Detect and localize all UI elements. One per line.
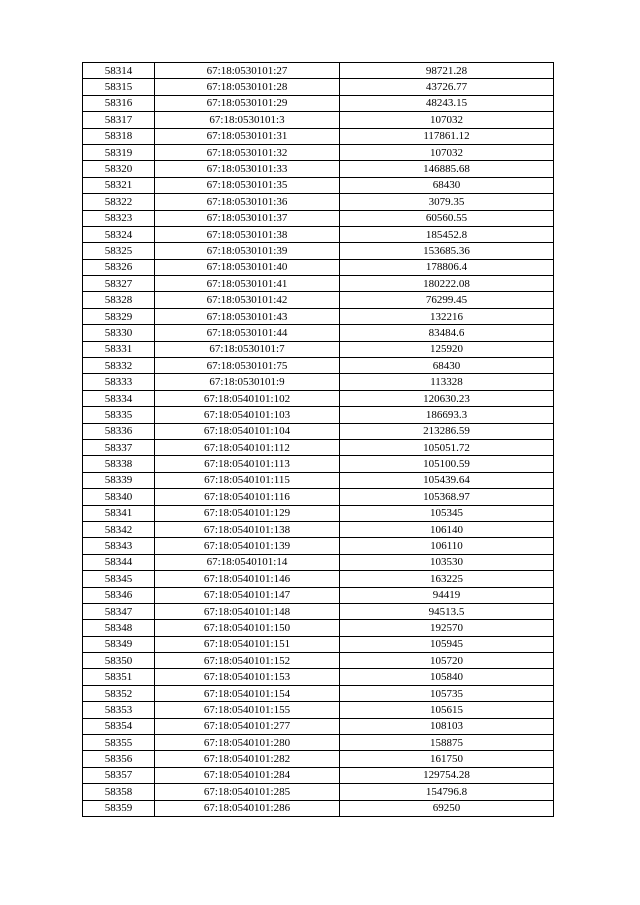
value-cell: 105945 [340,636,554,652]
cadastral-number-cell: 67:18:0540101:102 [155,390,340,406]
cadastral-number-cell: 67:18:0540101:112 [155,439,340,455]
value-cell: 105720 [340,653,554,669]
row-number-cell: 58325 [83,243,155,259]
cadastral-number-cell: 67:18:0540101:147 [155,587,340,603]
value-cell: 105735 [340,685,554,701]
row-number-cell: 58341 [83,505,155,521]
value-cell: 117861.12 [340,128,554,144]
table-row [83,226,554,242]
table-row [83,292,554,308]
row-number-cell: 58334 [83,390,155,406]
value-cell: 106110 [340,538,554,554]
table-row [83,439,554,455]
cadastral-number-cell: 67:18:0530101:43 [155,308,340,324]
table-row [83,390,554,406]
row-number-cell: 58348 [83,620,155,636]
table-row [83,194,554,210]
cadastral-number-cell: 67:18:0540101:286 [155,800,340,816]
cadastral-number-cell: 67:18:0530101:3 [155,112,340,128]
row-number-cell: 58339 [83,472,155,488]
row-number-cell: 58345 [83,571,155,587]
row-number-cell: 58336 [83,423,155,439]
row-number-cell: 58340 [83,489,155,505]
value-cell: 94419 [340,587,554,603]
value-cell: 106140 [340,521,554,537]
row-number-cell: 58359 [83,800,155,816]
cadastral-number-cell: 67:18:0540101:155 [155,702,340,718]
value-cell: 105100.59 [340,456,554,472]
row-number-cell: 58355 [83,735,155,751]
row-number-cell: 58326 [83,259,155,275]
table-row [83,112,554,128]
value-cell: 120630.23 [340,390,554,406]
cadastral-number-cell: 67:18:0540101:115 [155,472,340,488]
row-number-cell: 58337 [83,439,155,455]
table-row [83,325,554,341]
row-number-cell: 58314 [83,63,155,79]
cadastral-number-cell: 67:18:0540101:113 [155,456,340,472]
cadastral-table-container [82,62,553,817]
value-cell: 178806.4 [340,259,554,275]
table-row [83,784,554,800]
value-cell: 76299.45 [340,292,554,308]
table-row [83,456,554,472]
value-cell: 108103 [340,718,554,734]
row-number-cell: 58346 [83,587,155,603]
cadastral-number-cell: 67:18:0530101:27 [155,63,340,79]
value-cell: 98721.28 [340,63,554,79]
row-number-cell: 58323 [83,210,155,226]
cadastral-number-cell: 67:18:0540101:282 [155,751,340,767]
value-cell: 153685.36 [340,243,554,259]
table-row [83,358,554,374]
cadastral-number-cell: 67:18:0530101:37 [155,210,340,226]
cadastral-number-cell: 67:18:0540101:129 [155,505,340,521]
table-row [83,341,554,357]
value-cell: 43726.77 [340,79,554,95]
cadastral-number-cell: 67:18:0530101:40 [155,259,340,275]
value-cell: 68430 [340,177,554,193]
cadastral-number-cell: 67:18:0530101:31 [155,128,340,144]
value-cell: 105345 [340,505,554,521]
row-number-cell: 58349 [83,636,155,652]
table-row [83,735,554,751]
row-number-cell: 58315 [83,79,155,95]
cadastral-number-cell: 67:18:0530101:33 [155,161,340,177]
cadastral-number-cell: 67:18:0530101:39 [155,243,340,259]
cadastral-number-cell: 67:18:0540101:104 [155,423,340,439]
value-cell: 105615 [340,702,554,718]
cadastral-number-cell: 67:18:0540101:153 [155,669,340,685]
table-row [83,276,554,292]
table-row [83,587,554,603]
cadastral-number-cell: 67:18:0540101:148 [155,603,340,619]
cadastral-number-cell: 67:18:0530101:36 [155,194,340,210]
value-cell: 60560.55 [340,210,554,226]
value-cell: 161750 [340,751,554,767]
row-number-cell: 58354 [83,718,155,734]
row-number-cell: 58338 [83,456,155,472]
cadastral-number-cell: 67:18:0540101:285 [155,784,340,800]
table-row [83,603,554,619]
table-row [83,144,554,160]
table-row [83,554,554,570]
cadastral-number-cell: 67:18:0530101:35 [155,177,340,193]
value-cell: 103530 [340,554,554,570]
row-number-cell: 58342 [83,521,155,537]
value-cell: 107032 [340,112,554,128]
cadastral-value-table [82,62,554,817]
cadastral-number-cell: 67:18:0540101:277 [155,718,340,734]
table-row [83,407,554,423]
table-row [83,685,554,701]
value-cell: 105439.64 [340,472,554,488]
cadastral-number-cell: 67:18:0540101:150 [155,620,340,636]
table-row [83,571,554,587]
cadastral-number-cell: 67:18:0530101:7 [155,341,340,357]
row-number-cell: 58318 [83,128,155,144]
cadastral-number-cell: 67:18:0530101:38 [155,226,340,242]
table-row [83,374,554,390]
cadastral-number-cell: 67:18:0540101:151 [155,636,340,652]
cadastral-number-cell: 67:18:0540101:116 [155,489,340,505]
cadastral-number-cell: 67:18:0540101:138 [155,521,340,537]
row-number-cell: 58330 [83,325,155,341]
table-row [83,423,554,439]
value-cell: 132216 [340,308,554,324]
table-row [83,718,554,734]
cadastral-number-cell: 67:18:0540101:152 [155,653,340,669]
row-number-cell: 58320 [83,161,155,177]
table-row [83,161,554,177]
table-row [83,669,554,685]
row-number-cell: 58347 [83,603,155,619]
row-number-cell: 58322 [83,194,155,210]
row-number-cell: 58356 [83,751,155,767]
table-row [83,538,554,554]
cadastral-number-cell: 67:18:0530101:42 [155,292,340,308]
table-row [83,702,554,718]
value-cell: 129754.28 [340,767,554,783]
table-row [83,636,554,652]
row-number-cell: 58316 [83,95,155,111]
table-row [83,653,554,669]
row-number-cell: 58358 [83,784,155,800]
table-row [83,95,554,111]
row-number-cell: 58328 [83,292,155,308]
row-number-cell: 58331 [83,341,155,357]
value-cell: 192570 [340,620,554,636]
value-cell: 3079.35 [340,194,554,210]
row-number-cell: 58344 [83,554,155,570]
row-number-cell: 58343 [83,538,155,554]
table-row [83,489,554,505]
value-cell: 48243.15 [340,95,554,111]
row-number-cell: 58350 [83,653,155,669]
cadastral-number-cell: 67:18:0540101:146 [155,571,340,587]
cadastral-number-cell: 67:18:0540101:284 [155,767,340,783]
cadastral-number-cell: 67:18:0530101:9 [155,374,340,390]
row-number-cell: 58329 [83,308,155,324]
row-number-cell: 58321 [83,177,155,193]
row-number-cell: 58317 [83,112,155,128]
cadastral-number-cell: 67:18:0540101:154 [155,685,340,701]
table-row [83,210,554,226]
cadastral-number-cell: 67:18:0530101:28 [155,79,340,95]
row-number-cell: 58332 [83,358,155,374]
table-row [83,79,554,95]
value-cell: 83484.6 [340,325,554,341]
cadastral-number-cell: 67:18:0540101:14 [155,554,340,570]
table-body [83,63,554,817]
cadastral-number-cell: 67:18:0530101:29 [155,95,340,111]
value-cell: 105051.72 [340,439,554,455]
value-cell: 163225 [340,571,554,587]
table-row [83,128,554,144]
row-number-cell: 58351 [83,669,155,685]
value-cell: 105840 [340,669,554,685]
cadastral-number-cell: 67:18:0530101:75 [155,358,340,374]
value-cell: 68430 [340,358,554,374]
cadastral-number-cell: 67:18:0540101:139 [155,538,340,554]
table-row [83,620,554,636]
value-cell: 94513.5 [340,603,554,619]
value-cell: 180222.08 [340,276,554,292]
row-number-cell: 58324 [83,226,155,242]
value-cell: 113328 [340,374,554,390]
row-number-cell: 58357 [83,767,155,783]
row-number-cell: 58327 [83,276,155,292]
cadastral-number-cell: 67:18:0530101:41 [155,276,340,292]
cadastral-number-cell: 67:18:0530101:32 [155,144,340,160]
cadastral-number-cell: 67:18:0530101:44 [155,325,340,341]
value-cell: 125920 [340,341,554,357]
cadastral-number-cell: 67:18:0540101:103 [155,407,340,423]
cadastral-number-cell: 67:18:0540101:280 [155,735,340,751]
value-cell: 69250 [340,800,554,816]
value-cell: 105368.97 [340,489,554,505]
table-row [83,521,554,537]
row-number-cell: 58353 [83,702,155,718]
row-number-cell: 58335 [83,407,155,423]
value-cell: 154796.8 [340,784,554,800]
value-cell: 186693.3 [340,407,554,423]
value-cell: 213286.59 [340,423,554,439]
row-number-cell: 58352 [83,685,155,701]
table-row [83,177,554,193]
table-row [83,308,554,324]
value-cell: 107032 [340,144,554,160]
table-row [83,63,554,79]
row-number-cell: 58333 [83,374,155,390]
value-cell: 146885.68 [340,161,554,177]
table-row [83,505,554,521]
table-row [83,800,554,816]
table-row [83,751,554,767]
table-row [83,259,554,275]
table-row [83,243,554,259]
row-number-cell: 58319 [83,144,155,160]
value-cell: 185452.8 [340,226,554,242]
table-row [83,767,554,783]
table-row [83,472,554,488]
value-cell: 158875 [340,735,554,751]
